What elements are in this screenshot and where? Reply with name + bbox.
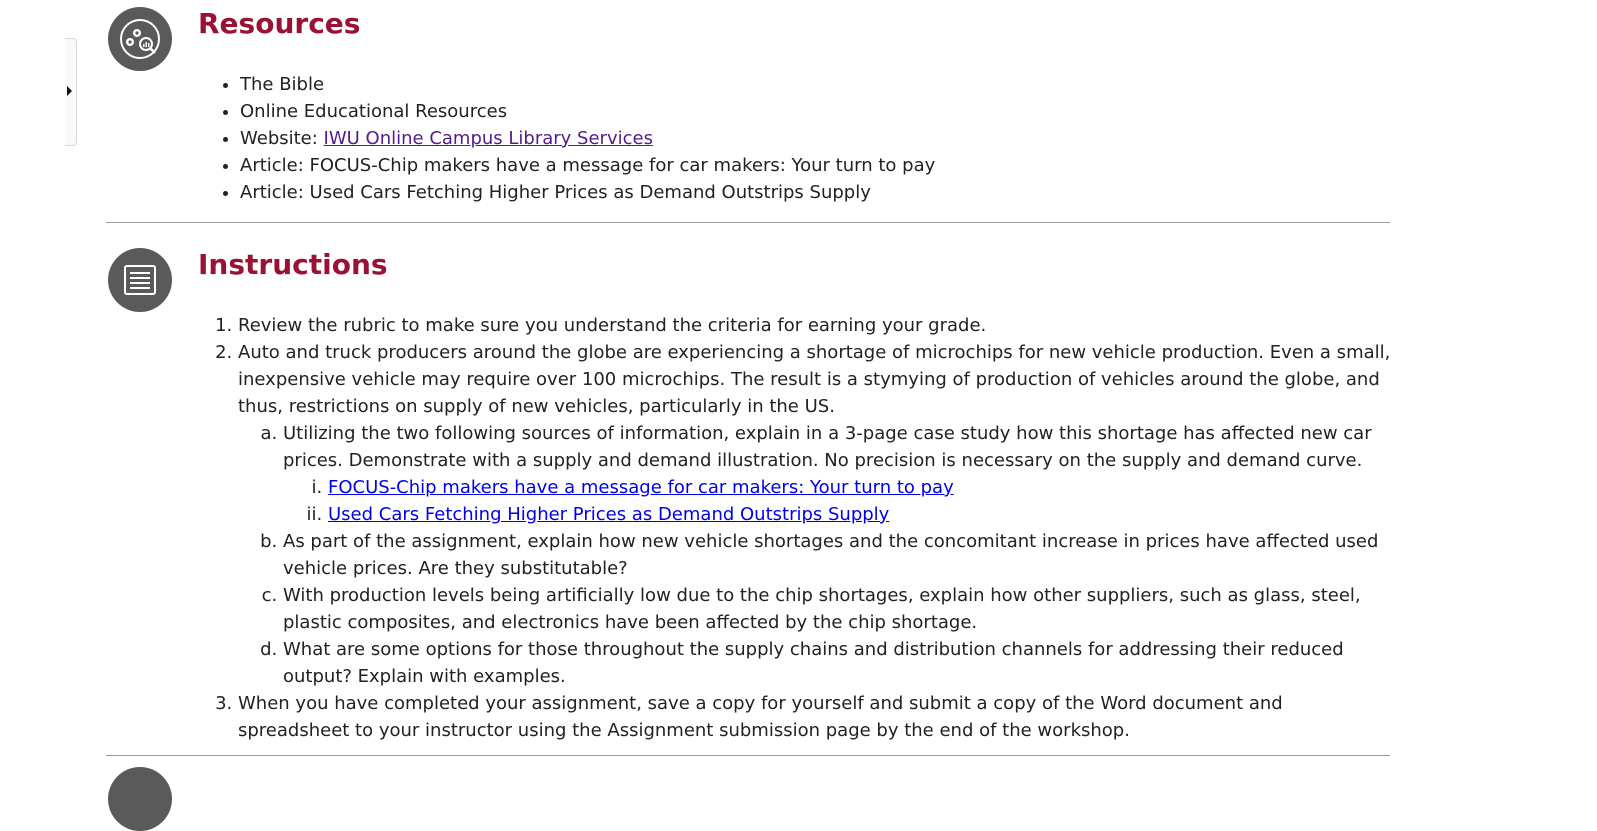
list-item: • Article: Used Cars Fetching Higher Prices as Demand Outstrips Supply bbox=[240, 179, 935, 206]
list-item bbox=[328, 474, 1398, 501]
list-item bbox=[238, 339, 1398, 690]
instructions-list bbox=[238, 312, 1398, 744]
list-item bbox=[283, 420, 1398, 528]
list-item: d. What are some options for those throughout the supply chains and distribution channels for addressing their reduced output? Explain with examples. bbox=[283, 636, 1398, 690]
list-item bbox=[240, 125, 935, 152]
next-section-icon bbox=[108, 767, 172, 831]
list-item: 1. Review the rubric to make sure you understand the criteria for earning your grade. bbox=[238, 312, 1398, 339]
list-item: • Article: FOCUS-Chip makers have a message for car makers: Your turn to pay bbox=[240, 152, 935, 179]
library-services-link[interactable]: IWU Online Campus Library Services bbox=[323, 128, 653, 149]
list-item: b. As part of the assignment, explain how new vehicle shortages and the concomitant increase in prices have affected used vehicle prices. Are they substitutable? bbox=[283, 528, 1398, 582]
list-item: • Online Educational Resources bbox=[240, 98, 935, 125]
source-list bbox=[283, 474, 1398, 528]
used-cars-article-link[interactable]: Used Cars Fetching Higher Prices as Demand Outstrips Supply bbox=[328, 504, 890, 525]
resources-section bbox=[108, 7, 1408, 207]
step-text: Auto and truck producers around the globe are experiencing a shortage of microchips for new vehicle production. Even a small, inexpensive vehicle may require over 100 microchips. The result is a stymying of production of vehicles around the globe, and thus, restrictions on supply of new vehicles, particularly in the US. bbox=[238, 342, 1391, 417]
sidebar-toggle-button[interactable] bbox=[65, 38, 77, 146]
list-item: 3. When you have completed your assignment, save a copy for yourself and submit a copy of the Word document and spreadsheet to your instructor using the Assignment submission page by the end of the workshop. bbox=[238, 690, 1398, 744]
instructions-section bbox=[108, 248, 1408, 748]
instructions-heading: Instructions bbox=[198, 248, 388, 281]
list-document-icon bbox=[108, 248, 172, 312]
resources-heading: Resources bbox=[198, 7, 361, 40]
resources-list bbox=[220, 71, 935, 206]
list-item: c. With production levels being artificially low due to the chip shortages, explain how other suppliers, such as glass, steel, plastic composites, and electronics have been affected by the chip shortage. bbox=[283, 582, 1398, 636]
section-divider bbox=[106, 755, 1390, 756]
chip-makers-article-link[interactable]: FOCUS-Chip makers have a message for car makers: Your turn to pay bbox=[328, 477, 954, 498]
sub-list bbox=[238, 420, 1398, 690]
gears-search-icon bbox=[108, 7, 172, 71]
step-text: Utilizing the two following sources of information, explain in a 3-page case study how this shortage has affected new car prices. Demonstrate with a supply and demand illustration. No precision is necessary on the supply and demand curve. bbox=[283, 423, 1372, 471]
list-item: • The Bible bbox=[240, 71, 935, 98]
section-divider bbox=[106, 222, 1390, 223]
list-item bbox=[328, 501, 1398, 528]
caret-right-icon bbox=[67, 86, 72, 96]
website-label: Website: bbox=[240, 128, 324, 149]
